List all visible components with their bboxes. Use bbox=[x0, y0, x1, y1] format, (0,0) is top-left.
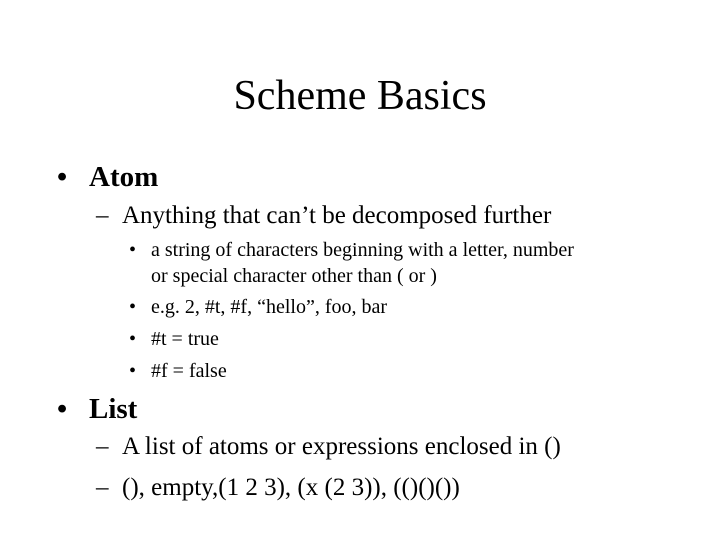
item-text: a string of characters beginning with a letter, number bbox=[151, 239, 574, 261]
item-text: e.g. 2, #t, #f, “hello”, foo, bar bbox=[151, 296, 388, 318]
item-text: #f = false bbox=[151, 360, 227, 382]
subbullet-text: (), empty,(1 2 3), (x (2 3)), (()()()) bbox=[122, 474, 460, 501]
subbullet-list-examples bbox=[96, 473, 460, 503]
bullet-heading-list: List bbox=[89, 393, 138, 425]
bullet-marker: • bbox=[129, 239, 137, 261]
slide-title: Scheme Basics bbox=[233, 73, 487, 119]
dash-marker: – bbox=[96, 202, 109, 229]
item-atom-string-continued bbox=[151, 263, 437, 289]
bullet-heading-atom: Atom bbox=[89, 161, 159, 193]
item-atom-true bbox=[129, 326, 219, 352]
item-atom-examples bbox=[129, 294, 387, 320]
bullet-list bbox=[57, 392, 137, 426]
bullet-marker: • bbox=[129, 328, 137, 350]
bullet-marker: • bbox=[57, 161, 68, 193]
dash-marker: – bbox=[96, 433, 109, 460]
bullet-marker: • bbox=[129, 296, 137, 318]
dash-marker: – bbox=[96, 474, 109, 501]
item-atom-string bbox=[129, 237, 574, 263]
subbullet-list-definition bbox=[96, 432, 561, 462]
bullet-marker: • bbox=[129, 360, 137, 382]
bullet-atom bbox=[57, 160, 158, 194]
item-text: or special character other than ( or ) bbox=[151, 265, 437, 287]
subbullet-atom-definition bbox=[96, 201, 551, 231]
bullet-marker: • bbox=[57, 393, 68, 425]
item-text: #t = true bbox=[151, 328, 219, 350]
subbullet-text: Anything that can’t be decomposed further bbox=[122, 202, 552, 229]
subbullet-text: A list of atoms or expressions enclosed in () bbox=[122, 433, 561, 460]
item-atom-false bbox=[129, 358, 227, 384]
